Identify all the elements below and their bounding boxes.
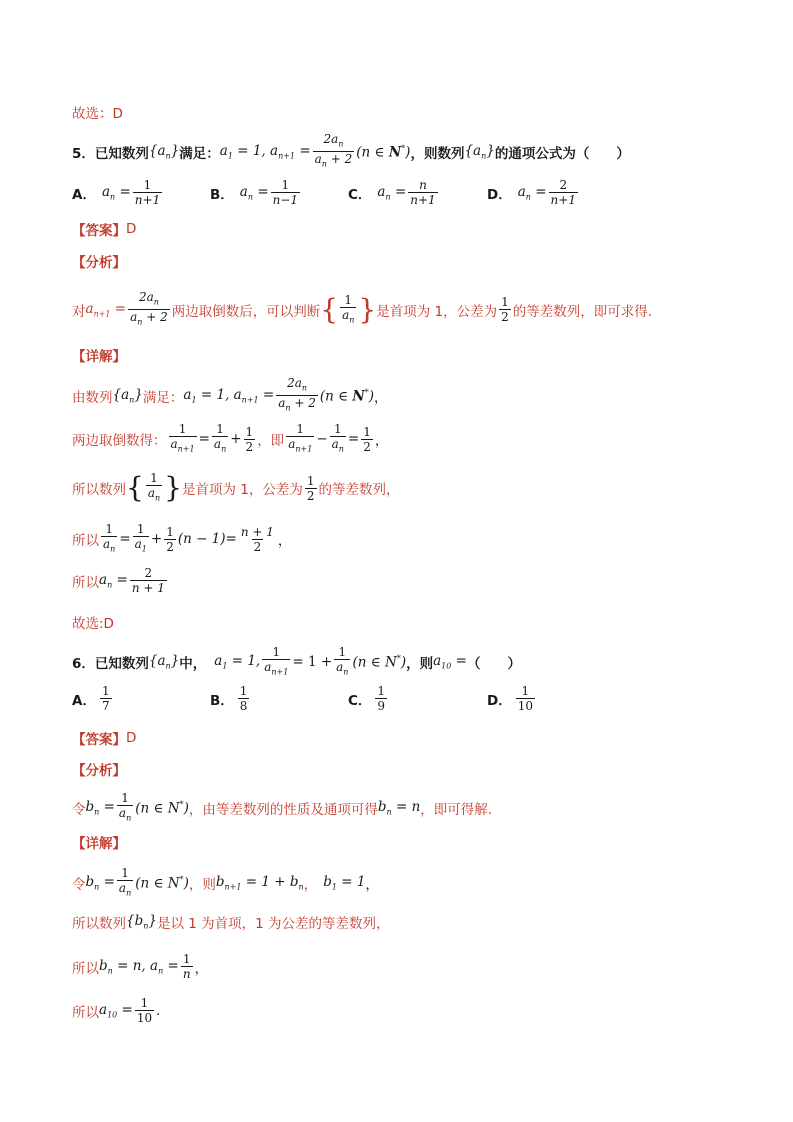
q6-stem: 6． 已知数列 $\{a_n\}$ 中， $a_1 = 1$, $\frac{1}{a_{n+1}}$ = 1 + $\frac{1}{a_n}$ (n ∈ N*) ，则 $a_{10}$ = （ ）: [72, 645, 521, 679]
q6-detail-label: 【详解】: [72, 836, 126, 852]
q6-option-b[interactable]: B． $\frac{1}{8}$: [210, 684, 248, 713]
q5-detail-line-1: 由数列 $\{a_n\}$ 满足： $a_1 = 1$, $a_{n+1}$ = $\frac{2a_n}{a_n + 2}$ (n ∈ N*) ，: [72, 376, 388, 416]
q6-option-a[interactable]: A． $\frac{1}{7}$: [72, 684, 110, 713]
q6-number: 6．: [72, 656, 95, 673]
q5-condition-frac: $\frac{2a_n}{a_n + 2}$: [313, 132, 355, 172]
q5-analysis-text: 对 $a_{n+1}$ = $\frac{2a_n}{a_n + 2}$ 两边取倒数后，可以判断 { $\frac{1}{a_n}$ } 是首项为 1，公差为 $\frac{1}{2}$ 的等差数列，即可求得.: [72, 290, 652, 330]
q5-seq-an: $\{a_n\}$: [148, 143, 180, 161]
q5-analysis-label: 【分析】: [72, 255, 126, 271]
q5-condition: $a_1 = 1$, $a_{n+1}$ =: [219, 143, 311, 161]
q6-answer: 【答案】 D: [72, 730, 137, 748]
q5-detail-line-2: 两边取倒数得： $\frac{1}{a_{n+1}}$ = $\frac{1}{a_n}$ + $\frac{1}{2}$ ，即 $\frac{1}{a_{n+1}}$ − $\frac{1}{a_n}$ = $\frac{1}{2}$ ，: [72, 422, 388, 456]
q6-detail-line-1: 令 $b_n$ = $\frac{1}{a_n}$ (n ∈ N*) ，则 $b_{n+1} = 1 + b_n$ ， $b_1 = 1$ ，: [72, 866, 379, 900]
q5-option-b[interactable]: B． $a_n$ = $\frac{1}{n-1}$: [210, 178, 299, 207]
q6-detail-line-2: 所以数列 $\{b_n\}$ 是以 1 为首项，1 为公差的等差数列，: [72, 913, 390, 932]
q6-detail-line-3: 所以 $b_n = n$, $a_n$ = $\frac{1}{n}$ ，: [72, 952, 209, 981]
q6-detail-line-4: 所以 $a_{10}$ = $\frac{1}{10}$ .: [72, 996, 161, 1025]
q5-detail-line-5: 所以 $a_n$ = $\frac{2}{n + 1}$: [72, 566, 165, 595]
q5-option-d[interactable]: D． $a_n$ = $\frac{2}{n+1}$: [487, 178, 576, 207]
q6-analysis-text: 令 $b_n$ = $\frac{1}{a_n}$ (n ∈ N*) ，由等差数列的性质及通项可得 $b_n = n$ ，即可得解.: [72, 791, 492, 825]
q5-answer: 【答案】 D: [72, 221, 137, 239]
q6-option-c[interactable]: C． $\frac{1}{9}$: [348, 684, 386, 713]
q5-number: 5．: [72, 145, 95, 162]
q5-option-c[interactable]: C． $a_n$ = $\frac{n}{n+1}$: [348, 178, 436, 207]
q5-final: 故选:D: [72, 616, 114, 632]
q6-option-d[interactable]: D． $\frac{1}{10}$: [487, 684, 533, 713]
prev-answer-line: 故选：D: [72, 106, 123, 122]
q5-stem: 5． 已知数列 $\{a_n\}$ 满足： $a_1 = 1$, $a_{n+1}$ = $\frac{2a_n}{a_n + 2}$ (n ∈ N*) ，则数列 $\{a_n\}$ 的通项公式为（ ）: [72, 132, 630, 172]
q5-detail-label: 【详解】: [72, 349, 126, 365]
q5-detail-line-3: 所以数列 { $\frac{1}{a_n}$ } 是首项为 1，公差为 $\frac{1}{2}$ 的等差数列，: [72, 471, 400, 505]
q5-option-a[interactable]: A． $a_n$ = $\frac{1}{n+1}$: [72, 178, 161, 207]
q6-analysis-label: 【分析】: [72, 763, 126, 779]
q5-detail-line-4: 所以 $\frac{1}{a_n}$ = $\frac{1}{a_1}$ + $\frac{1}{2}$ (n − 1) = $\frac{n + 1}{2}$ ，: [72, 522, 291, 556]
